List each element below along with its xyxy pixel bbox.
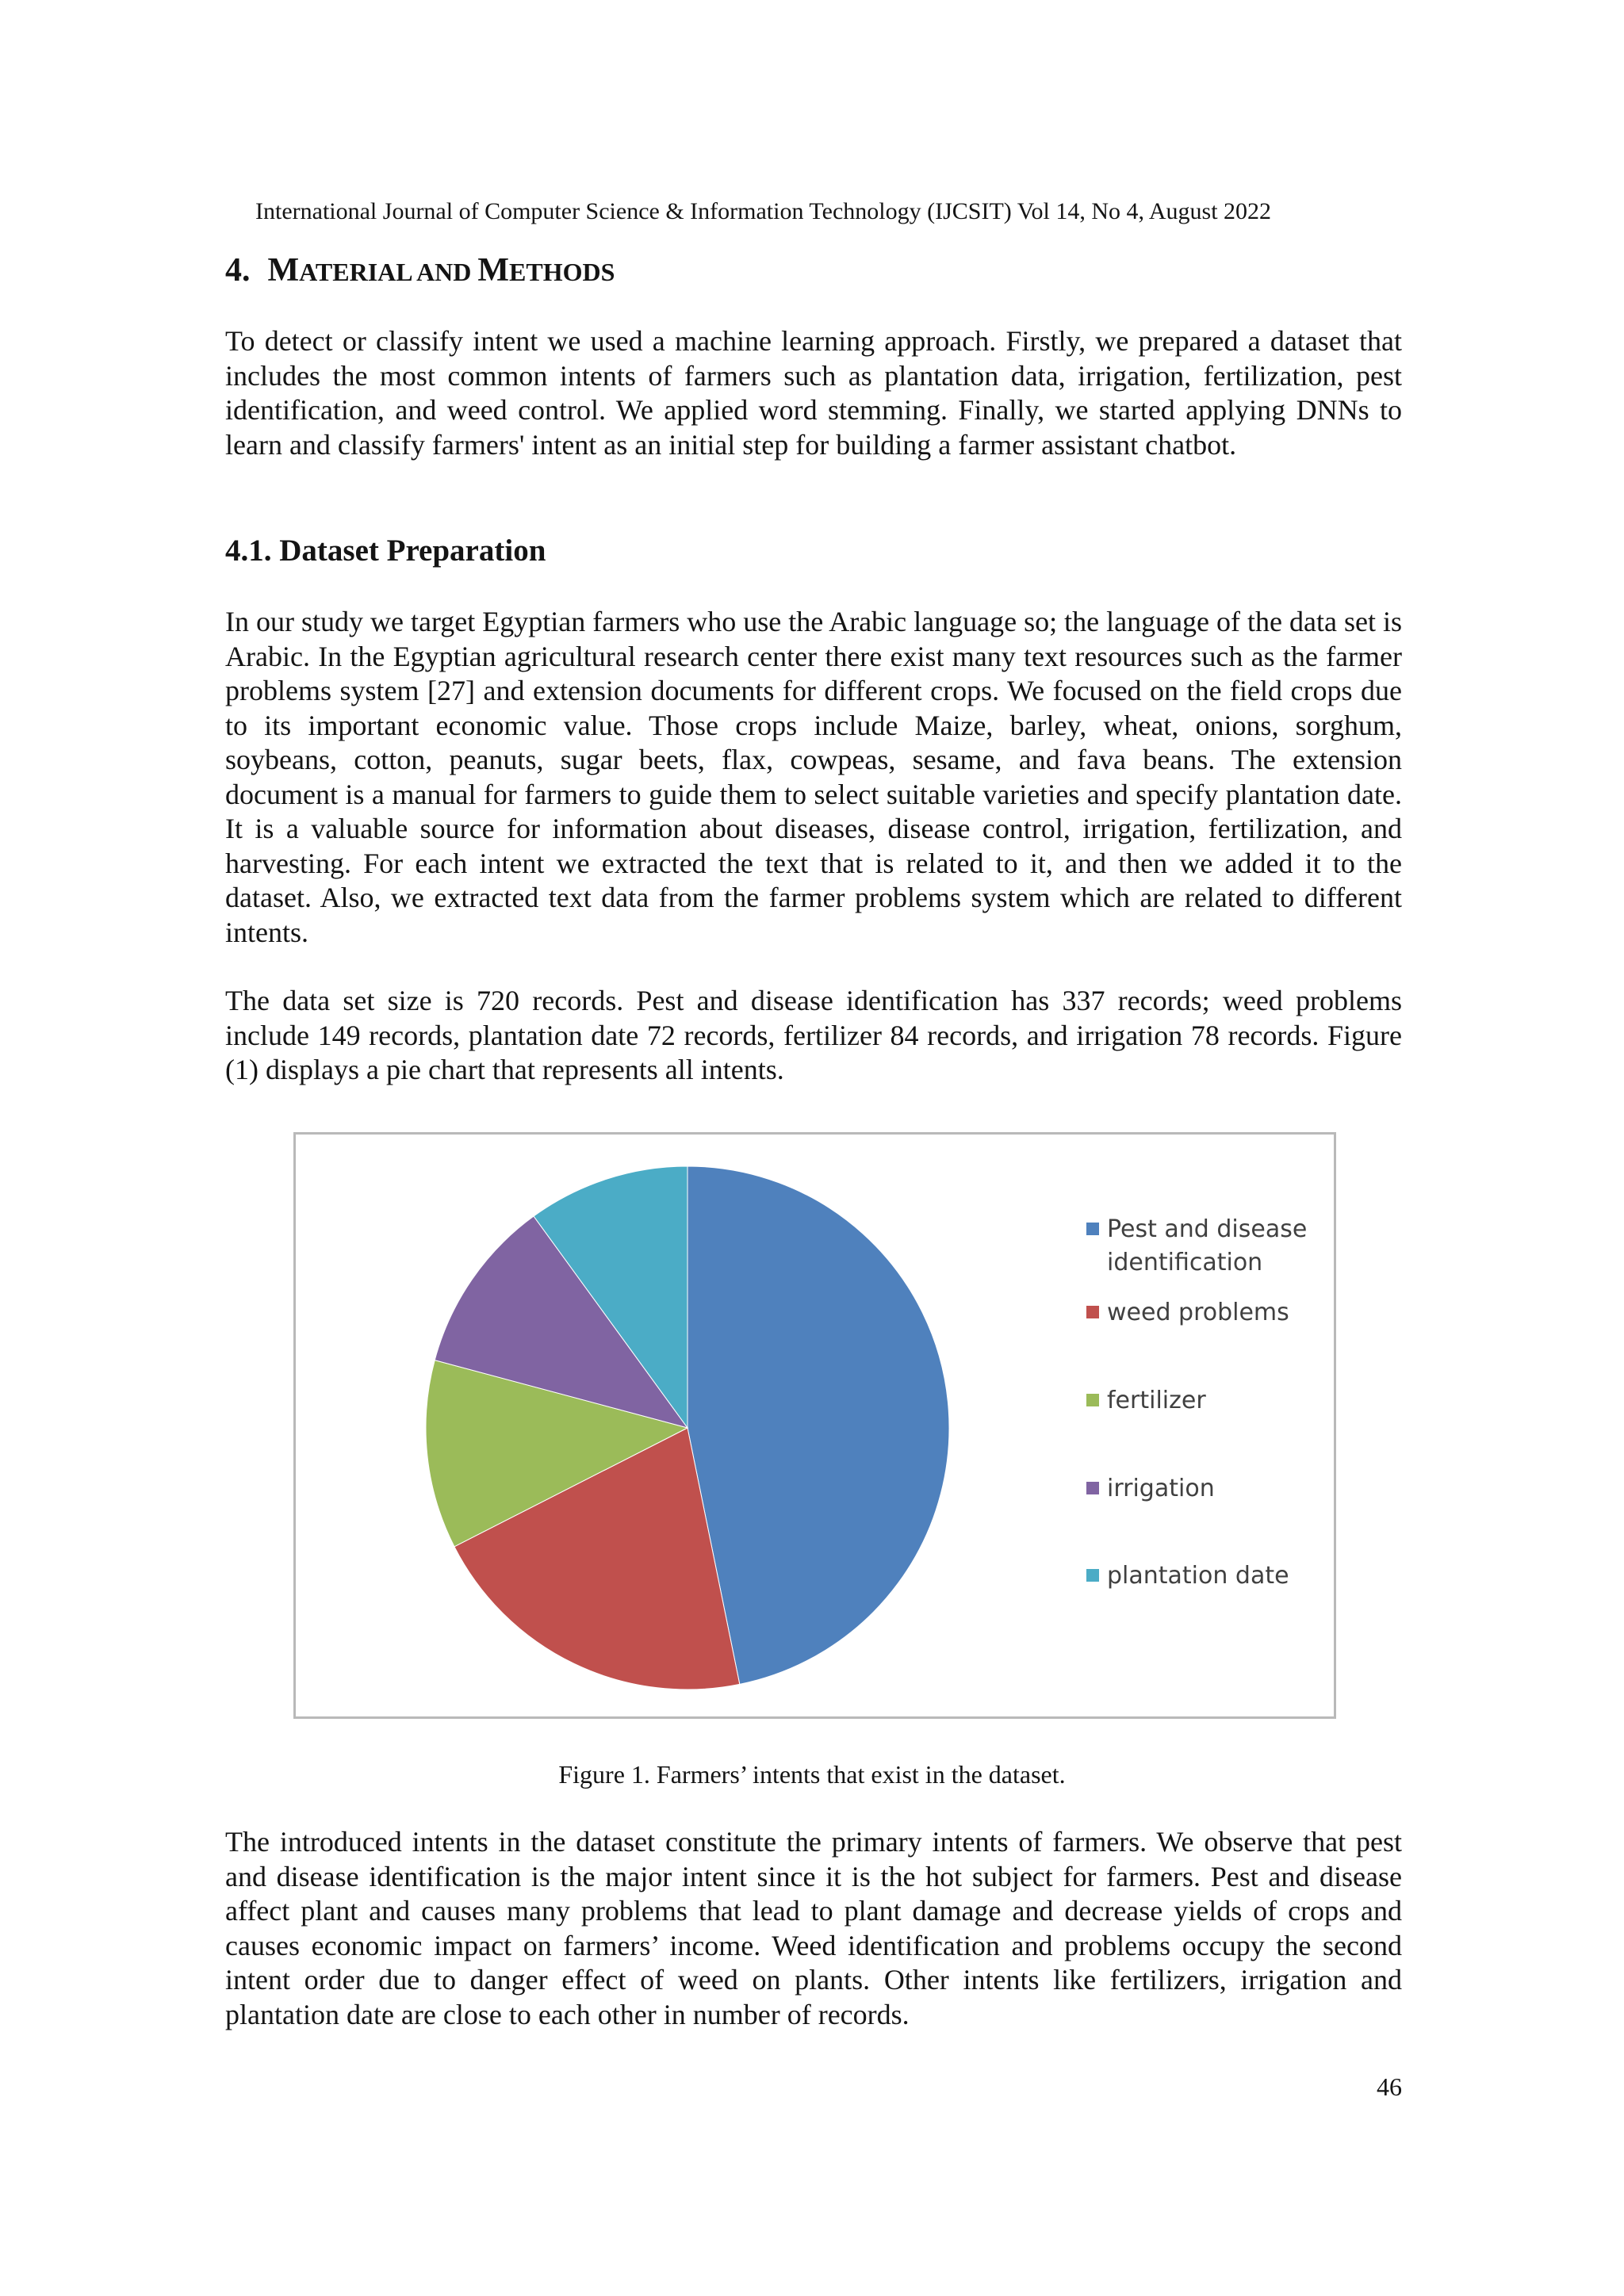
legend-swatch	[1086, 1306, 1099, 1318]
legend-item	[1086, 1296, 1329, 1330]
section-title: 4. MATERIAL AND METHODS	[225, 252, 615, 289]
pie-slice-pest-and-disease-identification	[688, 1166, 949, 1684]
page-number: 46	[1377, 2072, 1402, 2101]
legend-item	[1086, 1559, 1329, 1593]
legend-swatch	[1086, 1223, 1099, 1235]
legend-label: weed problems	[1107, 1299, 1289, 1326]
legend-swatch	[1086, 1482, 1099, 1494]
legend-item	[1086, 1213, 1329, 1280]
section-number: 4.	[225, 252, 251, 289]
intro-paragraph: To detect or classify intent we used a machine learning approach. Firstly, we prepared a dataset that includes the most common intents of farmers such as plantation data, irrigation, fertilization, pest identification, and weed control. We applied word stemming. Finally, we started applying DNNs to learn and classify farmers' intent as an initial step for building a farmer assistant chatbot.	[225, 325, 1402, 461]
legend-label: Pest and disease identification	[1107, 1215, 1308, 1276]
legend-item	[1086, 1472, 1329, 1506]
subsection-title: 4.1. Dataset Preparation	[225, 534, 546, 568]
legend-swatch	[1086, 1569, 1099, 1582]
dataset-paragraph: In our study we target Egyptian farmers who use the Arabic language so; the language of the data set is Arabic. In the Egyptian agricultural research center there exist many text resources such as the farmer problems system [27] and extension documents for different crops. We focused on the field crops due to its important economic value. Those crops include Maize, barley, wheat, onions, sorghum, soybeans, cotton, peanuts, sugar beets, flax, cowpeas, sesame, and fava beans. The extension document is a manual for farmers to guide them to select suitable varieties and specify plantation date. It is a valuable source for information about diseases, disease control, irrigation, fertilization, and harvesting. For each intent we extracted the text that is related to it, and then we added it to the dataset. Also, we extracted text data from the farmer problems system which are related to different intents.	[225, 606, 1402, 948]
legend-label: plantation date	[1107, 1562, 1289, 1590]
discussion-paragraph: The introduced intents in the dataset constitute the primary intents of farmers. We observe that pest and disease identification is the major intent since it is the hot subject for farmers. Pest and disease affect plant and causes many problems that lead to plant damage and decrease yields of crops and causes economic impact on farmers’ income. Weed identification and problems occupy the second intent order due to danger effect of weed on plants. Other intents like fertilizers, irrigation and plantation date are close to each other in number of records.	[225, 1826, 1402, 2030]
legend-label: fertilizer	[1107, 1387, 1206, 1414]
legend-item	[1086, 1384, 1329, 1418]
dataset-size-paragraph: The data set size is 720 records. Pest and disease identification has 337 records; weed problems include 149 records, plantation date 72 records, fertilizer 84 records, and irrigation 78 records. Figure (1) displays a pie chart that represents all intents.	[225, 985, 1402, 1085]
running-head: International Journal of Computer Science & Information Technology (IJCSIT) Vol 14, No 4, August 2022	[255, 198, 1272, 224]
figure-caption: Figure 1. Farmers’ intents that exist in the dataset.	[558, 1760, 1066, 1789]
legend-swatch	[1086, 1394, 1099, 1406]
legend-label: irrigation	[1107, 1475, 1215, 1502]
